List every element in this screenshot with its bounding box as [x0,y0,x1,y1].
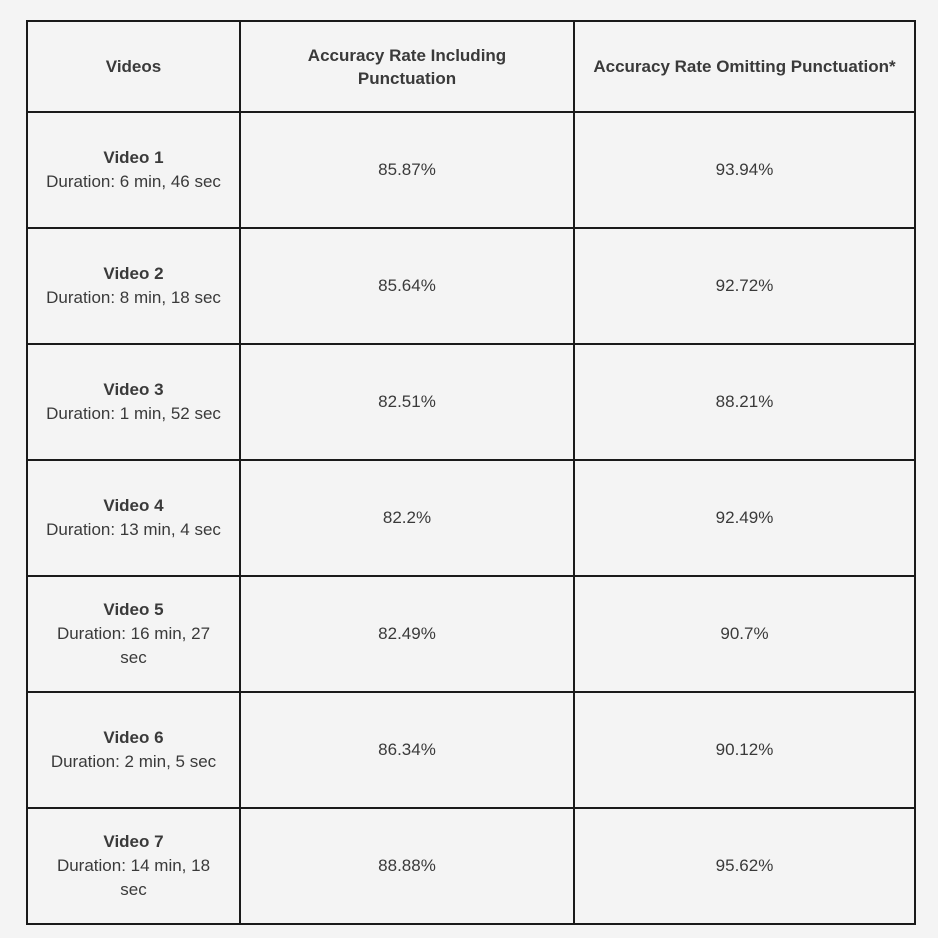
header-accuracy-including-punctuation: Accuracy Rate Including Punctuation [240,21,574,112]
accuracy-including-cell: 82.2% [240,460,574,576]
video-duration: Duration: 8 min, 18 sec [46,288,221,307]
accuracy-omitting-cell: 90.7% [574,576,915,692]
video-duration: Duration: 2 min, 5 sec [50,752,217,771]
table-row [27,344,915,460]
accuracy-including-cell: 86.34% [240,692,574,808]
accuracy-omitting-cell: 92.49% [574,460,915,576]
video-cell [27,228,240,344]
accuracy-including-cell: 85.64% [240,228,574,344]
accuracy-omitting-cell: 92.72% [574,228,915,344]
video-name: Video 6 [103,728,164,747]
accuracy-omitting-cell: 90.12% [574,692,915,808]
video-duration: Duration: 1 min, 52 sec [46,404,221,423]
video-cell [27,576,240,692]
video-name: Video 7 [103,832,164,851]
table-row [27,576,915,692]
accuracy-table-container [26,20,914,925]
accuracy-omitting-cell: 93.94% [574,112,915,228]
video-name: Video 3 [103,380,164,399]
accuracy-omitting-cell: 95.62% [574,808,915,924]
video-duration: Duration: 16 min, 27 sec [56,624,211,667]
accuracy-including-cell: 82.51% [240,344,574,460]
table-row [27,808,915,924]
video-cell [27,112,240,228]
video-name: Video 2 [103,264,164,283]
video-duration: Duration: 6 min, 46 sec [46,172,221,191]
table-row [27,112,915,228]
video-cell [27,344,240,460]
video-cell [27,692,240,808]
video-duration: Duration: 13 min, 4 sec [46,520,221,539]
accuracy-including-cell: 82.49% [240,576,574,692]
header-accuracy-omitting-punctuation: Accuracy Rate Omitting Punctuation* [574,21,915,112]
video-cell [27,808,240,924]
accuracy-including-cell: 85.87% [240,112,574,228]
accuracy-table [26,20,916,925]
table-header [27,21,915,112]
table-body [27,112,915,924]
video-name: Video 1 [103,148,164,167]
table-row [27,228,915,344]
table-row [27,692,915,808]
video-cell [27,460,240,576]
video-name: Video 4 [103,496,164,515]
video-name: Video 5 [103,600,164,619]
accuracy-including-cell: 88.88% [240,808,574,924]
accuracy-omitting-cell: 88.21% [574,344,915,460]
video-duration: Duration: 14 min, 18 sec [56,856,211,899]
header-videos: Videos [27,21,240,112]
table-row [27,460,915,576]
header-row [27,21,915,112]
